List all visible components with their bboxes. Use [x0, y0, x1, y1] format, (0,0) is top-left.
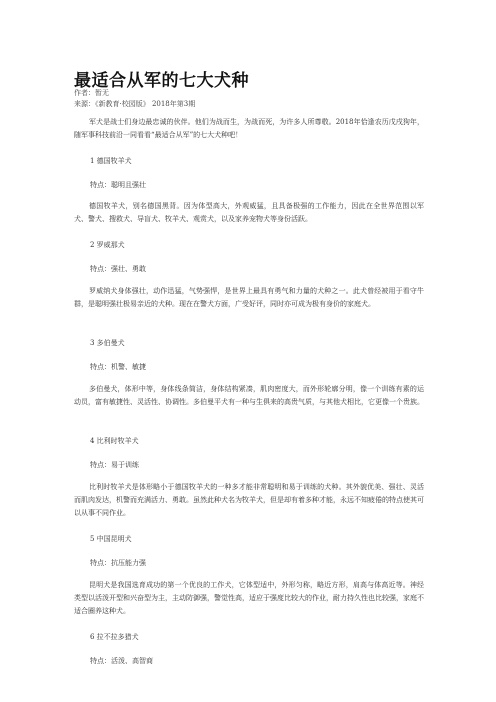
breed-description: 昆明犬是我国选育成功的第一个优良的工作犬，它体型适中，外形匀称，略近方形，肩高与体高近等。神经类型以活泼开型和兴奋型为主，主动防御强，警觉性高，适应于强度比较大的作业，耐力持久性也比较强，家庭不适合圈养这种犬。	[74, 581, 424, 615]
breed-feature: 特点：活泼、高智商	[90, 657, 153, 665]
breed-description: 多伯曼犬，体形中等，身体线条简洁，身体结构紧凑，肌肉密度大，而外形轮廓分明，像一个训练有素的运动员，富有敏捷性、灵活性、协调性。多伯曼平犬有一种与生俱来的高贵气质，与其他犬相比，它更像一个贵族。	[74, 385, 424, 406]
article-source: 来源：《新教育·校园版》 2018年第3期	[74, 100, 196, 108]
intro-paragraph: 军犬是战士们身边最忠诚的伙伴。他们为战而生，为战而死，为许多人所尊敬。2018年恰逢农历戊戌狗年，随军事科技前沿一同看看“最适合从军”的七大犬种吧！	[74, 118, 424, 139]
article-title: 最适合从军的七大犬种	[74, 71, 249, 91]
breed-description: 德国牧羊犬，别名德国黑背。因为体型高大，外观威猛，且具备极强的工作能力，因此在全世界范围以军犬、警犬、搜救犬、导盲犬、牧羊犬、观赏犬，以及家养宠物犬等身份活跃。	[74, 202, 424, 223]
breed-description: 罗威纳犬身体强壮，动作迅猛，气势强悍，是世界上最具有勇气和力量的犬种之一。此犬曾经被用于看守牛群，是聪明强壮极易亲近的犬种。现在在警犬方面，广受好评，同时亦可成为极有身价的家庭犬。	[74, 287, 424, 308]
breed-feature: 特点：强壮、勇敢	[90, 265, 146, 273]
breed-feature: 特点：聪明且强壮	[90, 181, 146, 189]
breed-heading: 3 多伯曼犬	[90, 339, 125, 347]
breed-heading: 5 中国昆明犬	[90, 535, 132, 543]
breed-heading: 2 罗威那犬	[90, 241, 125, 249]
breed-heading: 1 德国牧羊犬	[90, 157, 132, 165]
breed-feature: 特点：抗压能力强	[90, 559, 146, 567]
breed-description: 比利时牧羊犬是体形略小于德国牧羊犬的一种多才能非常聪明和易于训练的犬种。其外貌优美、强壮、灵活而肌肉发达，机警而充满活力、勇敢。虽然此种犬名为牧羊犬，但是却有着多种才能，永远不知疲倦的特点使其可以从事不同作业。	[74, 483, 424, 517]
breed-heading: 6 拉不拉多猎犬	[90, 633, 139, 641]
breed-feature: 特点：机警、敏捷	[90, 363, 146, 371]
breed-feature: 特点：易于训练	[90, 461, 139, 469]
breed-heading: 4 比利时牧羊犬	[90, 437, 139, 445]
article-author: 作者：暂无	[74, 89, 109, 97]
